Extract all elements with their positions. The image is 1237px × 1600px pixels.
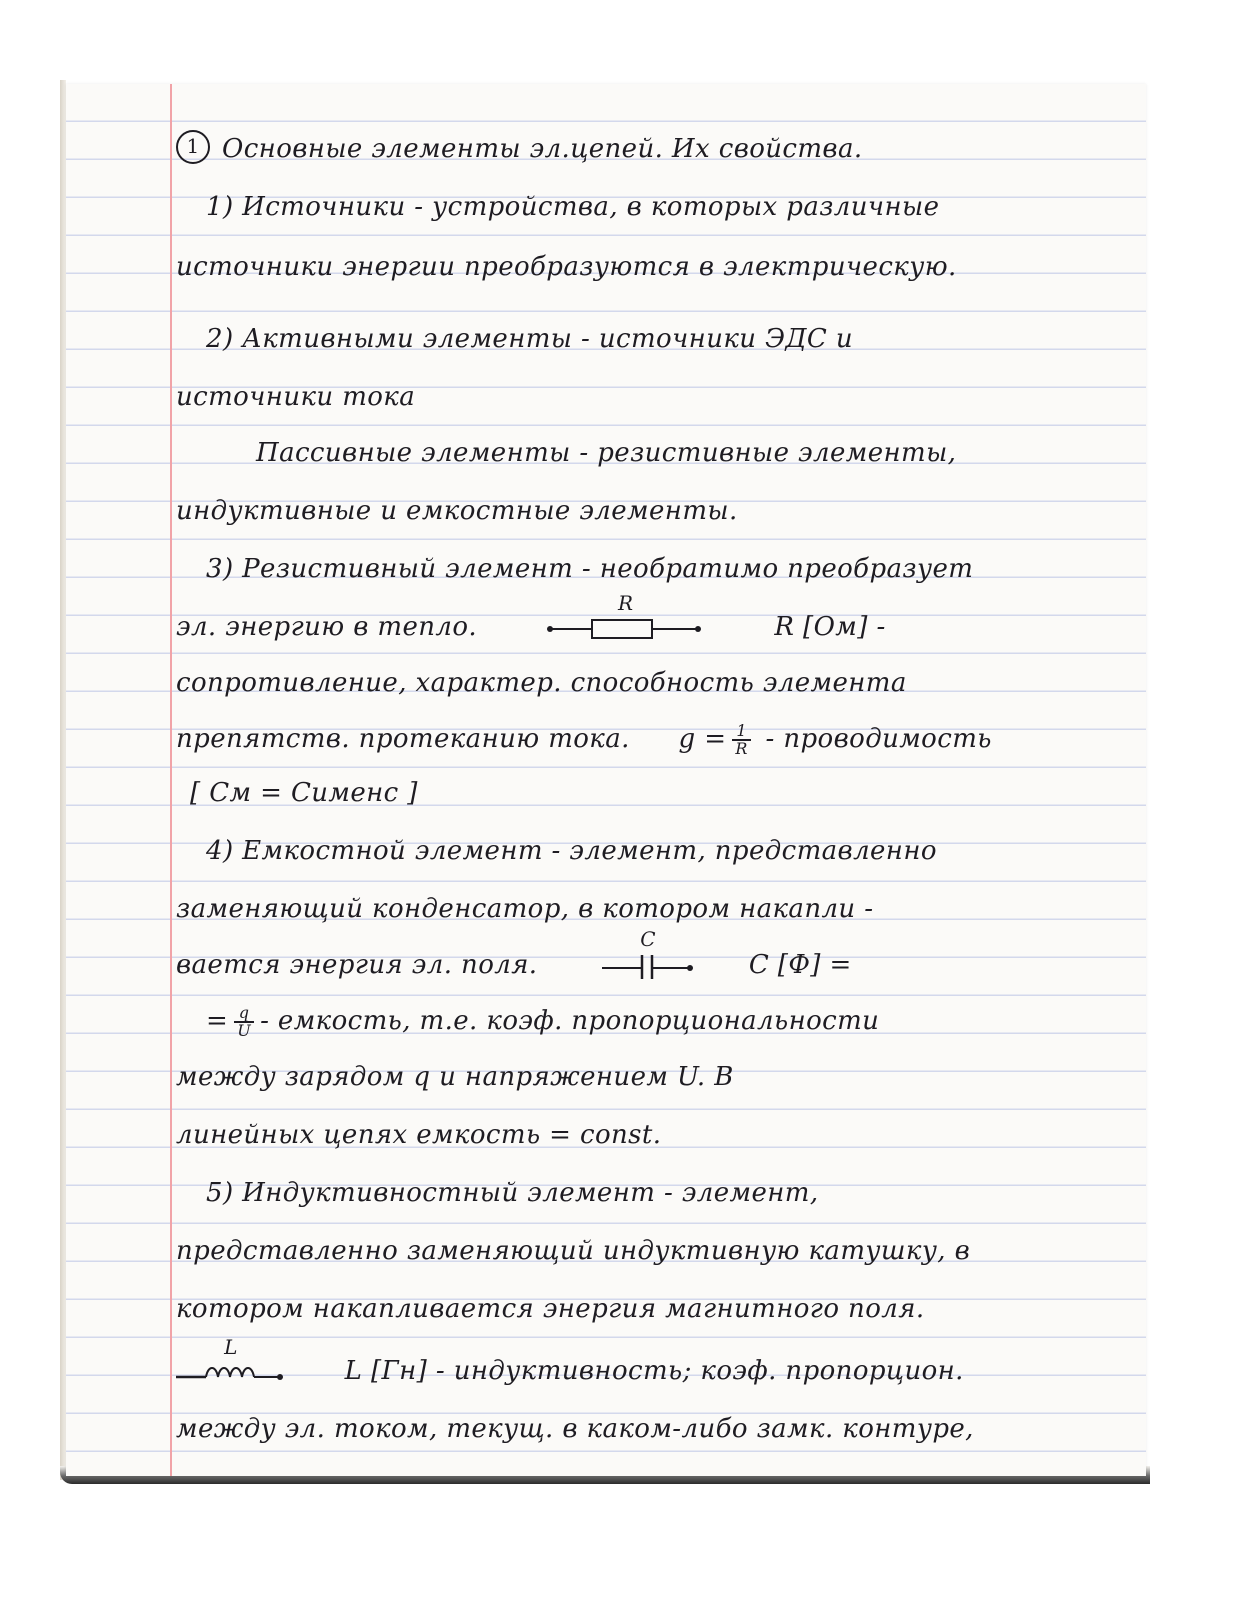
note-line: 5) Индуктивностный элемент - элемент,	[206, 1178, 819, 1208]
note-text: эл. энергию в тепло.	[176, 612, 478, 642]
note-line: заменяющий конденсатор, в котором накапли -	[176, 894, 874, 924]
resistor-label: R	[618, 591, 634, 615]
resistor-symbol	[546, 591, 706, 641]
heading-number: 1	[176, 130, 210, 164]
inductor-label: L	[224, 1335, 238, 1359]
note-line: котором накапливается энергия магнитного поля.	[176, 1294, 925, 1324]
note-line: линейных цепях емкость = const.	[176, 1120, 662, 1150]
note-text: вается энергия эл. поля.	[176, 950, 538, 980]
capacitance-unit: C [Ф] =	[748, 950, 852, 980]
capacitance-fraction	[234, 1005, 254, 1039]
fraction-denominator: R	[735, 739, 748, 758]
inductor-icon	[176, 1359, 286, 1385]
fraction-denominator: U	[237, 1021, 252, 1040]
note-heading	[176, 124, 1136, 174]
note-line: 2) Активными элементы - источники ЭДС и	[206, 324, 854, 354]
note-line-capacitance	[176, 996, 1146, 1046]
note-line: 1) Источники - устройства, в которых различные	[206, 192, 940, 222]
margin-line	[170, 84, 172, 1476]
conductance-fraction	[732, 723, 750, 757]
resistor-icon	[546, 615, 706, 641]
inductor-symbol	[176, 1335, 286, 1385]
note-line: Пассивные элементы - резистивные элементы,	[256, 438, 957, 468]
note-line: 3) Резистивный элемент - необратимо преобразует	[206, 554, 974, 584]
note-line: между зарядом q и напряжением U. В	[176, 1062, 734, 1092]
note-line: 4) Емкостной элемент - элемент, представленно	[206, 836, 937, 866]
resistance-unit: R [Ом] -	[774, 612, 886, 642]
note-line: источники тока	[176, 382, 416, 412]
note-line-resistor	[176, 591, 1136, 652]
conductance-text: - проводимость	[765, 724, 992, 754]
fraction-numerator: q	[234, 1005, 254, 1023]
note-line-conductance	[176, 714, 1136, 764]
note-line-capacitor	[176, 927, 1136, 990]
capacitor-label: C	[640, 927, 656, 951]
heading-text: Основные элементы эл.цепей. Их свойства.	[222, 134, 863, 164]
fraction-numerator: 1	[732, 723, 750, 741]
equals-sign: =	[206, 1006, 229, 1036]
note-line: индуктивные и емкостные элементы.	[176, 496, 738, 526]
note-line: сопротивление, характер. способность элемента	[176, 668, 907, 698]
conductance-lhs: g =	[678, 724, 727, 754]
note-line: между эл. током, текущ. в каком-либо замк. контуре,	[176, 1414, 974, 1444]
notebook-page	[66, 84, 1146, 1476]
note-line: представленно заменяющий индуктивную катушку, в	[176, 1236, 971, 1266]
note-line: [ См = Сименс ]	[190, 778, 418, 808]
note-text: препятств. протеканию тока.	[176, 724, 630, 754]
capacitor-symbol	[602, 927, 694, 981]
inductance-text: L [Гн] - индуктивность; коэф. пропорцион.	[344, 1356, 964, 1386]
note-line: источники энергии преобразуются в электрическую.	[176, 252, 957, 282]
note-line-inductor	[176, 1335, 1136, 1396]
capacitor-icon	[602, 951, 694, 981]
capacitance-text: - емкость, т.е. коэф. пропорциональности	[260, 1006, 880, 1036]
